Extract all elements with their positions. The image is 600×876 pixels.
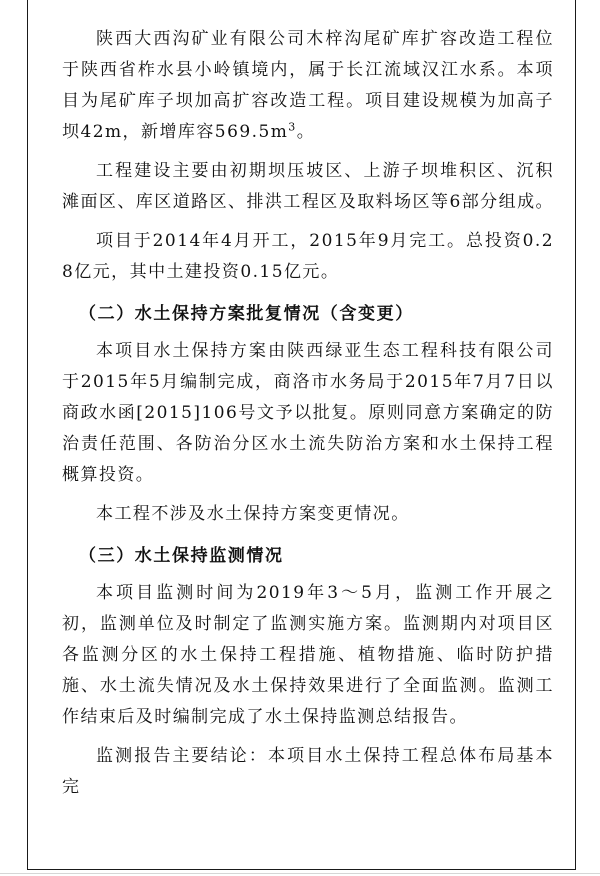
monitoring-conclusion-paragraph: 监测报告主要结论：本项目水土保持工程总体布局基本完 <box>62 746 554 797</box>
cubic-superscript: 3 <box>288 120 297 134</box>
construction-composition-paragraph: 工程建设主要由初期坝压坡区、上游子坝堆积区、沉积滩面区、库区道路区、排洪工程区及取料场区等6部分组成。 <box>62 161 554 212</box>
schedule-investment-paragraph: 项目于2014年4月开工，2015年9月完工。总投资0.28亿元，其中土建投资0.15亿元。 <box>62 231 554 282</box>
plan-approval-paragraph: 本项目水土保持方案由陕西绿亚生态工程科技有限公司于2015年5月编制完成，商洛市水务局于2015年7月7日以商政水函[2015]106号文予以批复。原则同意方案确定的防治责任范围、各防治分区水土流失防治方案和水土保持工程概算投资。 <box>62 341 554 485</box>
project-overview-end: 。 <box>296 122 316 142</box>
project-overview-paragraph <box>62 24 554 148</box>
document-body <box>62 24 554 803</box>
project-overview-text: 陕西大西沟矿业有限公司木梓沟尾矿库扩容改造工程位于陕西省柞水县小岭镇境内，属于长江流域汉江水系。本项目为尾矿库子坝加高扩容改造工程。项目建设规模为加高子坝42m，新增库容569.5m <box>62 29 554 142</box>
section-3-heading: （三）水土保持监测情况 <box>79 546 284 566</box>
plan-change-paragraph: 本工程不涉及水土保持方案变更情况。 <box>96 504 410 524</box>
page-bottom-edge <box>0 873 600 874</box>
section-2-heading: （二）水土保持方案批复情况（含变更） <box>79 304 414 324</box>
monitoring-paragraph: 本项目监测时间为2019年3～5月，监测工作开展之初，监测单位及时制定了监测实施方案。监测期内对项目区各监测分区的水土保持工程措施、植物措施、临时防护措施、水土流失情况及水土保持效果进行了全面监测。监测工作结束后及时编制完成了水土保持监测总结报告。 <box>62 583 554 727</box>
